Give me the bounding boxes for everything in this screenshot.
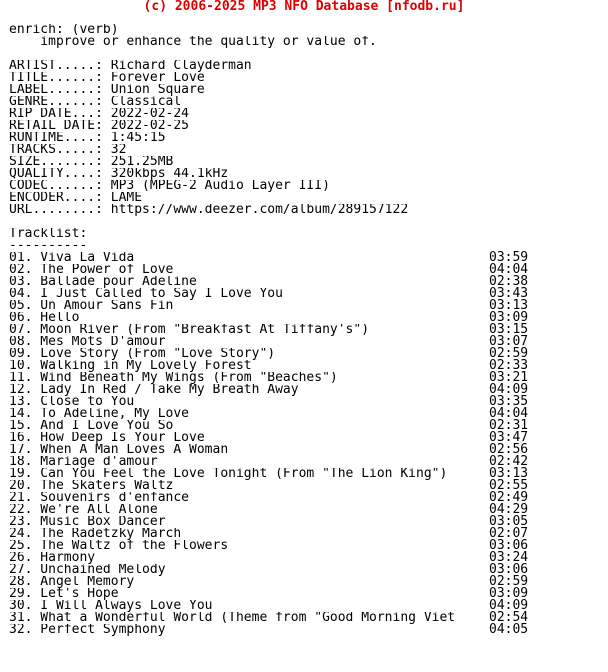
info-line: GENRE......: Classical <box>9 96 182 108</box>
track-title: 21. Souvenirs d'enfance <box>9 492 190 504</box>
track-title: 11. Wind Beneath My Wings (From "Beaches") <box>9 372 338 384</box>
track-duration: 04:09 <box>489 382 529 397</box>
track-duration: 03:21 <box>489 370 529 385</box>
track-duration: 03:47 <box>489 430 529 445</box>
track-title: 12. Lady In Red / Take My Breath Away <box>9 384 299 396</box>
track-title: 13. Close to You <box>9 396 135 408</box>
site-header: (c) 2006-2025 MP3 NFO Database [nfodb.ru] <box>143 0 465 14</box>
track-duration: 03:06 <box>489 562 529 577</box>
track-duration: 04:04 <box>489 262 529 277</box>
track-title: 16. How Deep Is Your Love <box>9 432 205 444</box>
track-title: 19. Can You Feel the Love Tonight (From "The Lion King") <box>9 468 448 480</box>
track-title: 32. Perfect Symphony <box>9 624 166 636</box>
track-duration: 02:49 <box>489 490 529 505</box>
definition-word: enrich: (verb) <box>9 24 119 36</box>
info-line: TITLE......: Forever Love <box>9 72 205 84</box>
track-title: 14. To Adeline, My Love <box>9 408 190 420</box>
track-title: 04. I Just Called to Say I Love You <box>9 288 283 300</box>
track-title: 22. We're All Alone <box>9 504 158 516</box>
info-line: ARTIST.....: Richard Clayderman <box>9 60 252 72</box>
track-duration: 02:07 <box>489 526 529 541</box>
track-duration: 02:31 <box>489 418 529 433</box>
track-title: 26. Harmony <box>9 552 96 564</box>
track-duration: 02:42 <box>489 454 529 469</box>
track-duration: 04:29 <box>489 502 529 517</box>
track-title: 09. Love Story (From "Love Story") <box>9 348 276 360</box>
track-title: 24. The Radetzky March <box>9 528 182 540</box>
track-duration: 03:15 <box>489 322 529 337</box>
track-duration: 03:43 <box>489 286 529 301</box>
track-title: 25. The Waltz of the Flowers <box>9 540 229 552</box>
track-title: 01. Viva La Vida <box>9 252 135 264</box>
track-title: 29. Let's Hope <box>9 588 119 600</box>
track-title: 17. When A Man Loves A Woman <box>9 444 229 456</box>
track-duration: 03:59 <box>489 250 529 265</box>
track-title: 05. Un Amour Sans Fin <box>9 300 174 312</box>
blank-line <box>9 48 599 60</box>
track-duration: 02:55 <box>489 478 529 493</box>
track-title: 27. Unchained Melody <box>9 564 166 576</box>
track-title: 28. Angel Memory <box>9 576 135 588</box>
track-title: 07. Moon River (From "Breakfast At Tiffany's") <box>9 324 370 336</box>
tracklist-heading: Tracklist: <box>9 228 88 240</box>
track-title: 20. The Skaters Waltz <box>9 480 174 492</box>
track-title: 15. And I Love You So <box>9 420 174 432</box>
track-duration: 02:54 <box>489 610 529 625</box>
track-title: 06. Hello <box>9 312 80 324</box>
release-info <box>9 60 599 216</box>
track-title: 18. Mariage d'amour <box>9 456 158 468</box>
track-duration: 04:04 <box>489 406 529 421</box>
info-line: SIZE.......: 251.25MB <box>9 156 174 168</box>
track-duration: 03:09 <box>489 310 529 325</box>
info-line: QUALITY....: 320kbps 44.1kHz <box>9 168 229 180</box>
track-title: 23. Music Box Dancer <box>9 516 166 528</box>
track-title: 31. What a Wonderful World (Theme from "Good Morning Viet <box>9 612 456 624</box>
info-line: ENCODER....: LAME <box>9 192 143 204</box>
info-line: TRACKS.....: 32 <box>9 144 127 156</box>
track-list <box>9 252 599 636</box>
info-line: RIP DATE...: 2022-02-24 <box>9 108 190 120</box>
track-duration: 02:59 <box>489 574 529 589</box>
info-line: CODEC......: MP3 (MPEG-2 Audio Layer III) <box>9 180 330 192</box>
track-title: 10. Walking in My Lovely Forest <box>9 360 252 372</box>
track-duration: 04:05 <box>489 622 529 637</box>
track-duration: 03:35 <box>489 394 529 409</box>
track-duration: 02:38 <box>489 274 529 289</box>
track-duration: 03:07 <box>489 334 529 349</box>
track-duration: 04:09 <box>489 598 529 613</box>
track-duration: 03:13 <box>489 298 529 313</box>
track-title: 02. The Power of Love <box>9 264 174 276</box>
blank-line <box>9 216 599 228</box>
info-line: RUNTIME....: 1:45:15 <box>9 132 166 144</box>
track-duration: 03:24 <box>489 550 529 565</box>
track-duration: 03:05 <box>489 514 529 529</box>
track-duration: 03:06 <box>489 538 529 553</box>
tracklist-rule: ---------- <box>9 240 88 252</box>
track-duration: 02:33 <box>489 358 529 373</box>
track-title: 30. I Will Always Love You <box>9 600 213 612</box>
track-duration: 02:56 <box>489 442 529 457</box>
track-title: 03. Ballade pour Adeline <box>9 276 197 288</box>
track-duration: 03:09 <box>489 586 529 601</box>
info-line: RETAIL DATE: 2022-02-25 <box>9 120 190 132</box>
track-title: 08. Mes Mots D'amour <box>9 336 166 348</box>
info-line: URL........: https://www.deezer.com/album/289157122 <box>9 204 409 216</box>
track-duration: 02:59 <box>489 346 529 361</box>
definition-meaning: improve or enhance the quality or value of. <box>9 36 377 48</box>
nfo-body <box>9 24 599 636</box>
track-duration: 03:13 <box>489 466 529 481</box>
track-row <box>9 624 599 636</box>
info-line: LABEL......: Union Square <box>9 84 205 96</box>
